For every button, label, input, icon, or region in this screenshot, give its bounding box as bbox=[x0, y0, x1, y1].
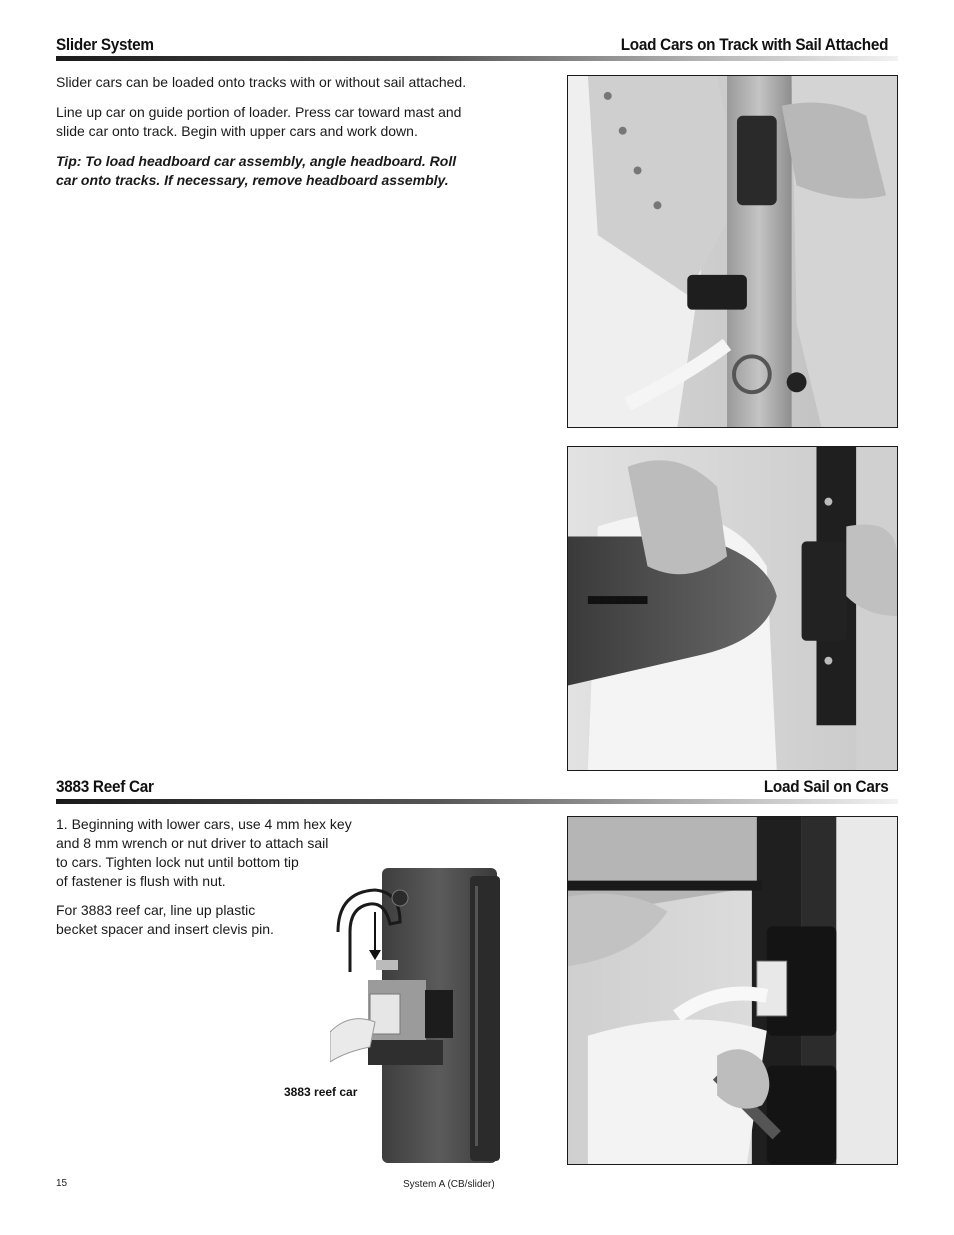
section-heading-3883-reef-car: 3883 Reef Car bbox=[56, 777, 154, 796]
text-line: and 8 mm wrench or nut driver to attach sail bbox=[56, 835, 329, 851]
text-line: For 3883 reef car, line up plastic bbox=[56, 902, 256, 918]
photo-attaching-sail-to-car bbox=[567, 816, 898, 1165]
section-heading-slider-system: Slider System bbox=[56, 35, 154, 54]
text-line: becket spacer and insert clevis pin. bbox=[56, 921, 274, 937]
photo-loading-headboard-car bbox=[567, 75, 898, 428]
loading-instructions: Line up car on guide portion of loader. Press car toward mast and slide car onto track. Begin with upper cars and work down. bbox=[56, 104, 462, 139]
photo-sliding-car-onto-track bbox=[567, 446, 898, 771]
headboard-tip: Tip: To load headboard car assembly, angle headboard. Roll car onto tracks. If necessary, remove headboard assembly. bbox=[56, 153, 457, 188]
section-heading-load-sail-on-cars: Load Sail on Cars bbox=[763, 777, 888, 796]
text-line: 1. Beginning with lower cars, use 4 mm hex key bbox=[56, 816, 352, 832]
page-number: 15 bbox=[56, 1178, 68, 1189]
document-name: System A (CB/slider) bbox=[403, 1179, 495, 1190]
reef-car-illustration bbox=[330, 862, 505, 1167]
attach-sail-instructions bbox=[56, 815, 366, 891]
intro-paragraph: Slider cars can be loaded onto tracks with or without sail attached. bbox=[56, 74, 467, 90]
section-divider-2 bbox=[56, 799, 898, 804]
section-heading-load-cars-on-track: Load Cars on Track with Sail Attached bbox=[620, 35, 888, 54]
reef-car-caption: 3883 reef car bbox=[284, 1085, 358, 1099]
reef-car-instructions bbox=[56, 901, 316, 939]
text-line: to cars. Tighten lock nut until bottom tip bbox=[56, 854, 299, 870]
text-line: of fastener is flush with nut. bbox=[56, 873, 226, 889]
section-divider-1 bbox=[56, 56, 898, 61]
